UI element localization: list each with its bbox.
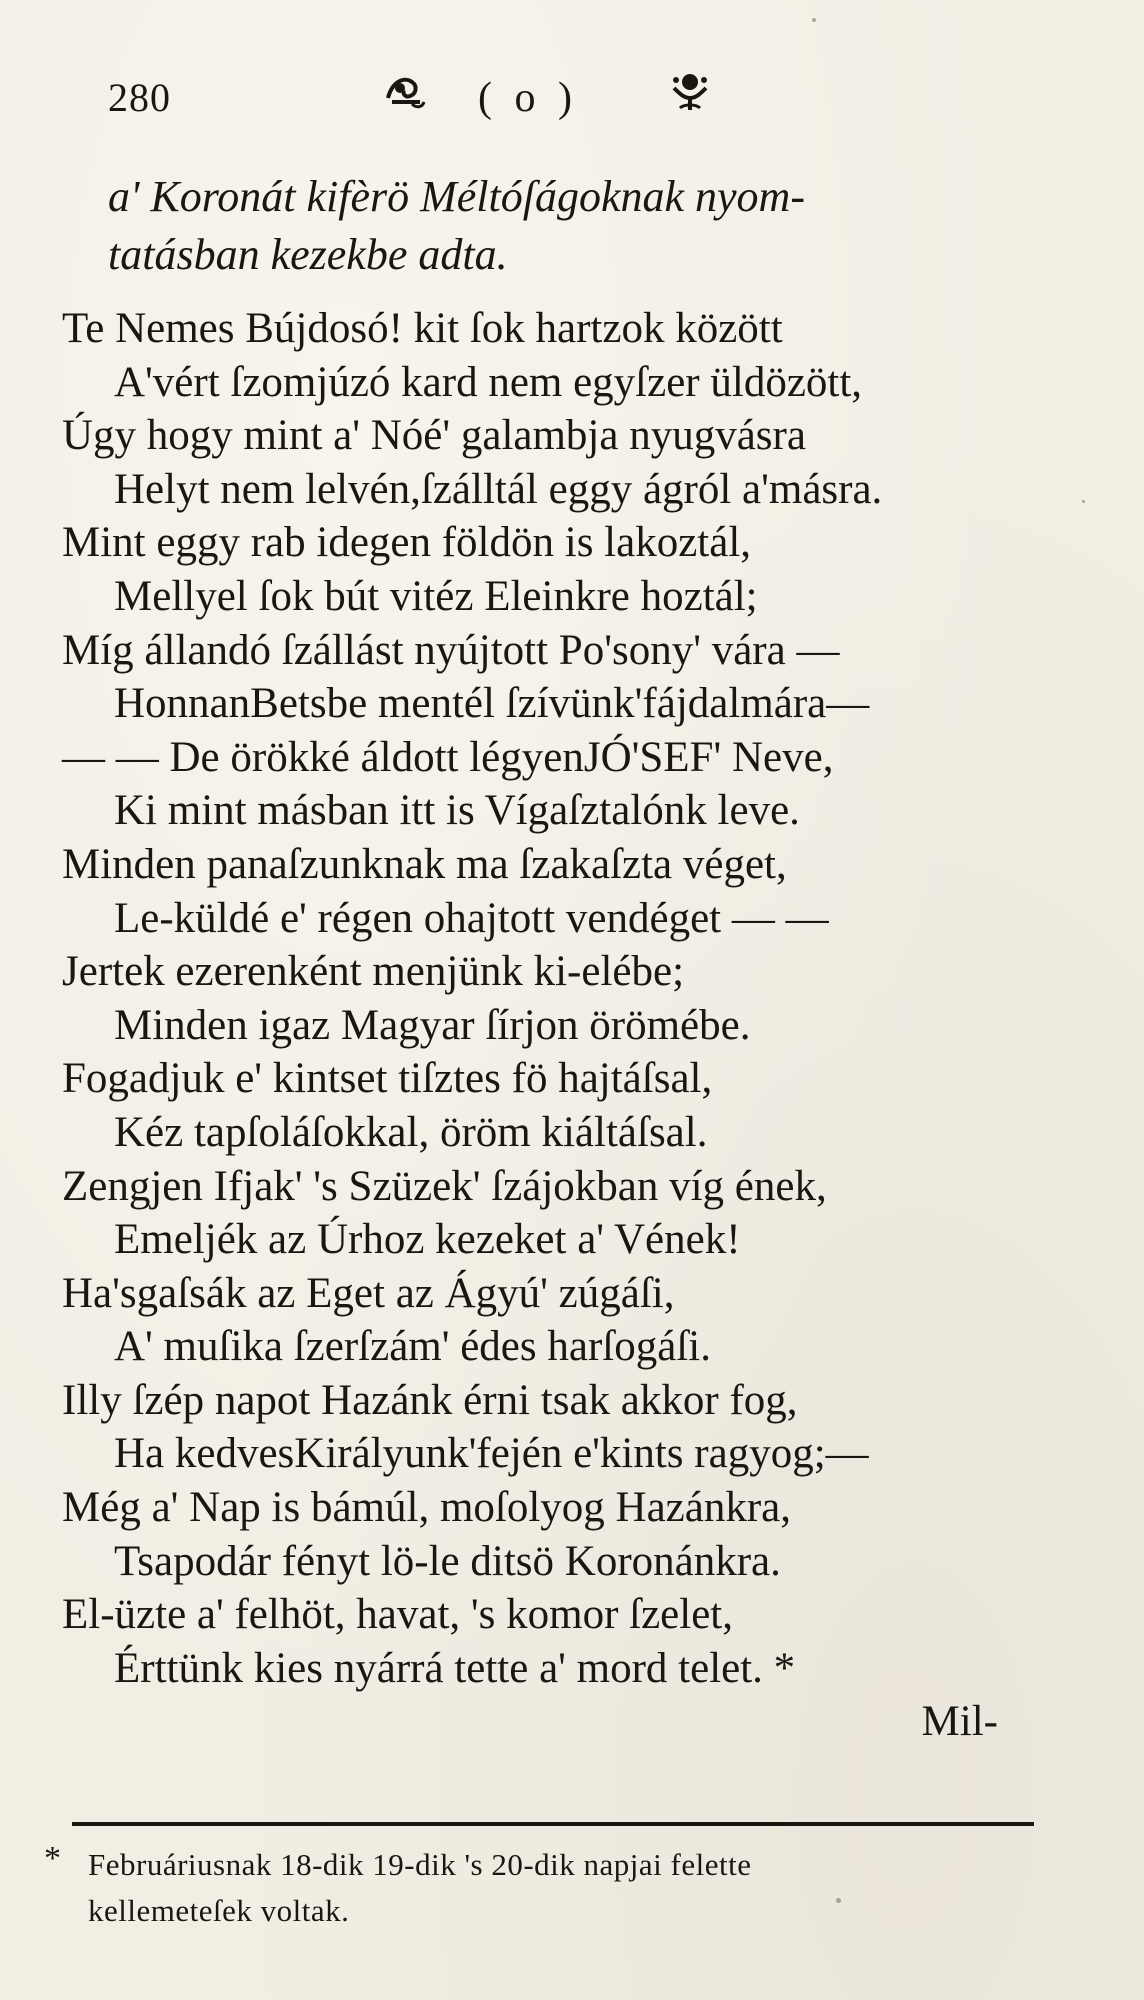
center-mark: ( o ) bbox=[478, 75, 578, 121]
poem-line: Tsapodár fényt lö-le ditsö Koronánkra. bbox=[114, 1537, 781, 1585]
footnote-rule bbox=[72, 1822, 1034, 1826]
poem-line: Érttünk kies nyárrá tette a' mord telet. * bbox=[114, 1644, 796, 1692]
poem-line: Kéz tapſoláſokkal, öröm kiáltáſsal. bbox=[114, 1108, 708, 1156]
poem-line: Minden panaſzunknak ma ſzakaſzta véget, bbox=[62, 840, 787, 888]
poem-line: — — De örökké áldott légyenJÓ'SEF' Neve, bbox=[62, 733, 834, 781]
footnote-mark: * bbox=[44, 1840, 61, 1877]
footnote-line: kellemeteſek voltak. bbox=[88, 1893, 350, 1928]
fleuron-icon bbox=[382, 68, 428, 114]
poem-line: Mint eggy rab idegen földön is lakoztál, bbox=[62, 519, 752, 567]
intro-line: tatásban kezekbe adta. bbox=[108, 230, 508, 279]
paper-speck bbox=[836, 1898, 841, 1903]
poem-line: Zengjen Ifjak' 's Szüzek' ſzájokban víg ének, bbox=[62, 1162, 827, 1210]
poem-line: Illy ſzép napot Hazánk érni tsak akkor fog, bbox=[62, 1376, 798, 1424]
poem bbox=[62, 302, 1062, 1749]
poem-line: Te Nemes Bújdosó! kit ſok hartzok között bbox=[62, 305, 783, 352]
poem-line: Mellyel ſok bút vitéz Eleinkre hoztál; bbox=[114, 572, 758, 620]
poem-line: Míg állandó ſzállást nyújtott Po'sony' vára — bbox=[62, 626, 840, 674]
intro-italic bbox=[108, 168, 1068, 284]
page-number: 280 bbox=[108, 75, 171, 120]
intro-line: a' Koronát kifèrö Méltóſágoknak nyom- bbox=[108, 172, 805, 221]
poem-line: Ha'sgaſsák az Eget az Ágyú' zúgáſi, bbox=[62, 1269, 675, 1317]
poem-line: Le-küldé e' régen ohajtott vendéget — — bbox=[114, 894, 829, 942]
paper-speck bbox=[812, 18, 816, 22]
poem-line: Emeljék az Úrhoz kezeket a' Vének! bbox=[114, 1216, 741, 1264]
poem-line: Minden igaz Magyar ſírjon örömébe. bbox=[114, 1001, 751, 1049]
footnote bbox=[44, 1842, 1044, 1934]
poem-line: Helyt nem lelvén,ſzálltál eggy ágról a'másra. bbox=[114, 465, 883, 513]
poem-line: A' muſika ſzerſzám' édes harſogáſi. bbox=[114, 1323, 711, 1371]
poem-line: Jertek ezerenként menjünk ki-elébe; bbox=[62, 948, 685, 996]
poem-line: A'vért ſzomjúzó kard nem egyſzer üldözött, bbox=[114, 358, 863, 406]
poem-line: Még a' Nap is bámúl, moſolyog Hazánkra, bbox=[62, 1484, 792, 1532]
poem-line: Úgy hogy mint a' Nóé' galambja nyugvásra bbox=[62, 412, 806, 460]
fleuron-icon bbox=[666, 68, 712, 114]
running-head bbox=[108, 68, 758, 138]
poem-line: Ha kedvesKirályunk'fején e'kints ragyog;— bbox=[114, 1430, 869, 1478]
catchword: Mil- bbox=[921, 1698, 998, 1746]
poem-line: Fogadjuk e' kintset tiſztes fö hajtáſsal, bbox=[62, 1055, 713, 1103]
paper-speck bbox=[1082, 500, 1085, 503]
poem-line: El-üzte a' felhöt, havat, 's komor ſzelet, bbox=[62, 1591, 733, 1639]
poem-line: HonnanBetsbe mentél ſzívünk'fájdalmára— bbox=[114, 680, 870, 728]
poem-line: Ki mint másban itt is Vígaſztalónk leve. bbox=[114, 787, 800, 835]
footnote-line: Februáriusnak 18-dik 19-dik 's 20-dik napjai felette bbox=[88, 1847, 752, 1882]
